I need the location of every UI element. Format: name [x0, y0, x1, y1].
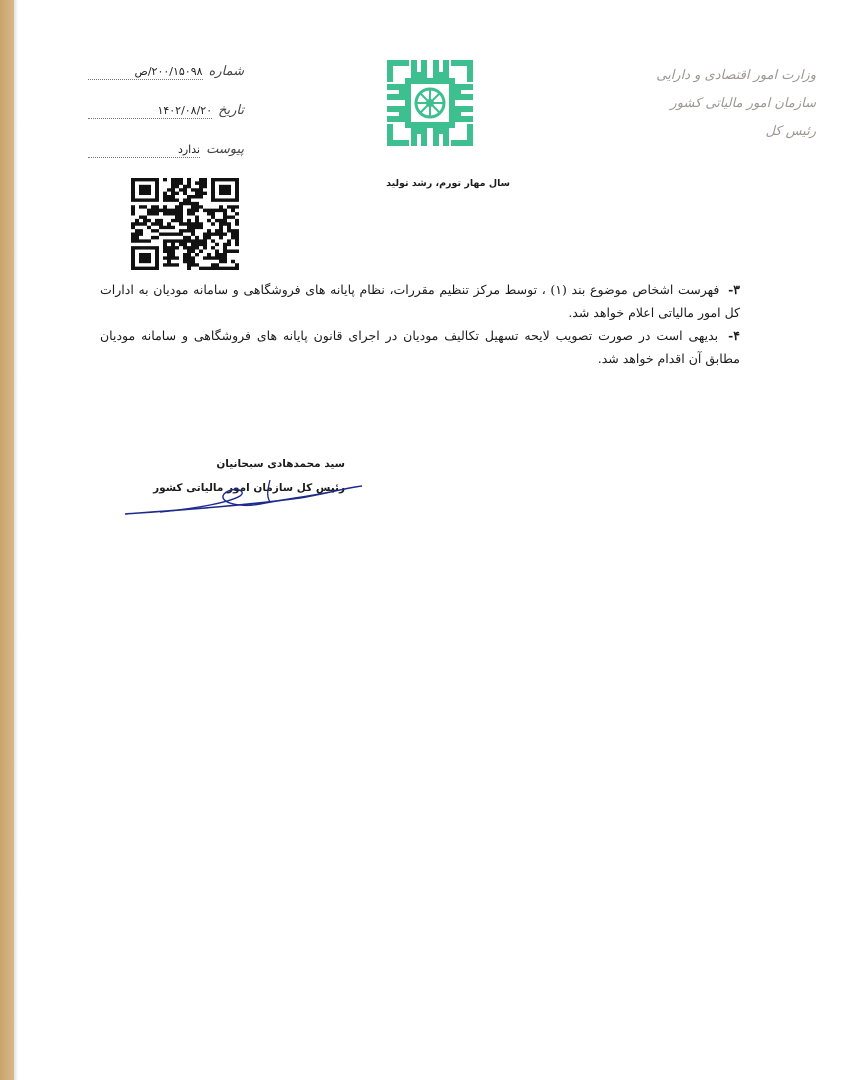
ministry-line: وزارت امور اقتصادی و دارایی — [656, 68, 816, 83]
letter-number-value: ۲۰۰/۱۵۰۹۸/ص — [88, 65, 203, 80]
page-margin-strip — [0, 0, 14, 1080]
tax-organization-emblem-icon — [384, 57, 476, 149]
letter-body — [100, 278, 740, 370]
body-paragraph — [100, 324, 740, 370]
paragraph-number: ۳- — [728, 282, 740, 297]
handwritten-signature-icon — [120, 470, 370, 520]
paragraph-text: بدیهی است در صورت تصویب لایحه تسهیل تکالیف مودیان در اجرای قانون پایانه های فروشگاهی و سامانه مودیان مطابق آن اقدام خواهد شد. — [100, 328, 740, 366]
letter-date-value: ۱۴۰۲/۰۸/۲۰ — [88, 104, 212, 119]
letter-attachment-value: ندارد — [88, 143, 200, 158]
letter-date-label: تاریخ — [218, 103, 244, 118]
letter-attachment-label: پیوست — [206, 142, 244, 157]
signer-name: سید محمدهادی سبحانیان — [216, 458, 345, 470]
ministry-line: رئیس کل — [765, 124, 816, 139]
paragraph-text: فهرست اشخاص موضوع بند (۱) ، توسط مرکز تنظیم مقررات، نظام پایانه های فروشگاهی و سامانه مودیان به ادارات کل امور مالیاتی اعلام خواهد شد. — [100, 282, 740, 320]
letter-number-row — [88, 64, 244, 103]
letter-attachment-row — [88, 142, 244, 172]
letter-meta — [88, 64, 244, 172]
ministry-letterhead — [646, 62, 816, 146]
letter-number-label: شماره — [208, 64, 244, 79]
year-slogan: سال مهار تورم، رشد تولید — [386, 178, 510, 189]
ministry-line: سازمان امور مالیاتی کشور — [670, 96, 816, 111]
letter-date-row — [88, 103, 244, 142]
body-paragraph — [100, 278, 740, 324]
qr-code-icon — [131, 178, 239, 270]
signer-title: رئیس کل سازمان امور مالیاتی کشور — [153, 482, 345, 494]
paragraph-number: ۴- — [728, 328, 740, 343]
